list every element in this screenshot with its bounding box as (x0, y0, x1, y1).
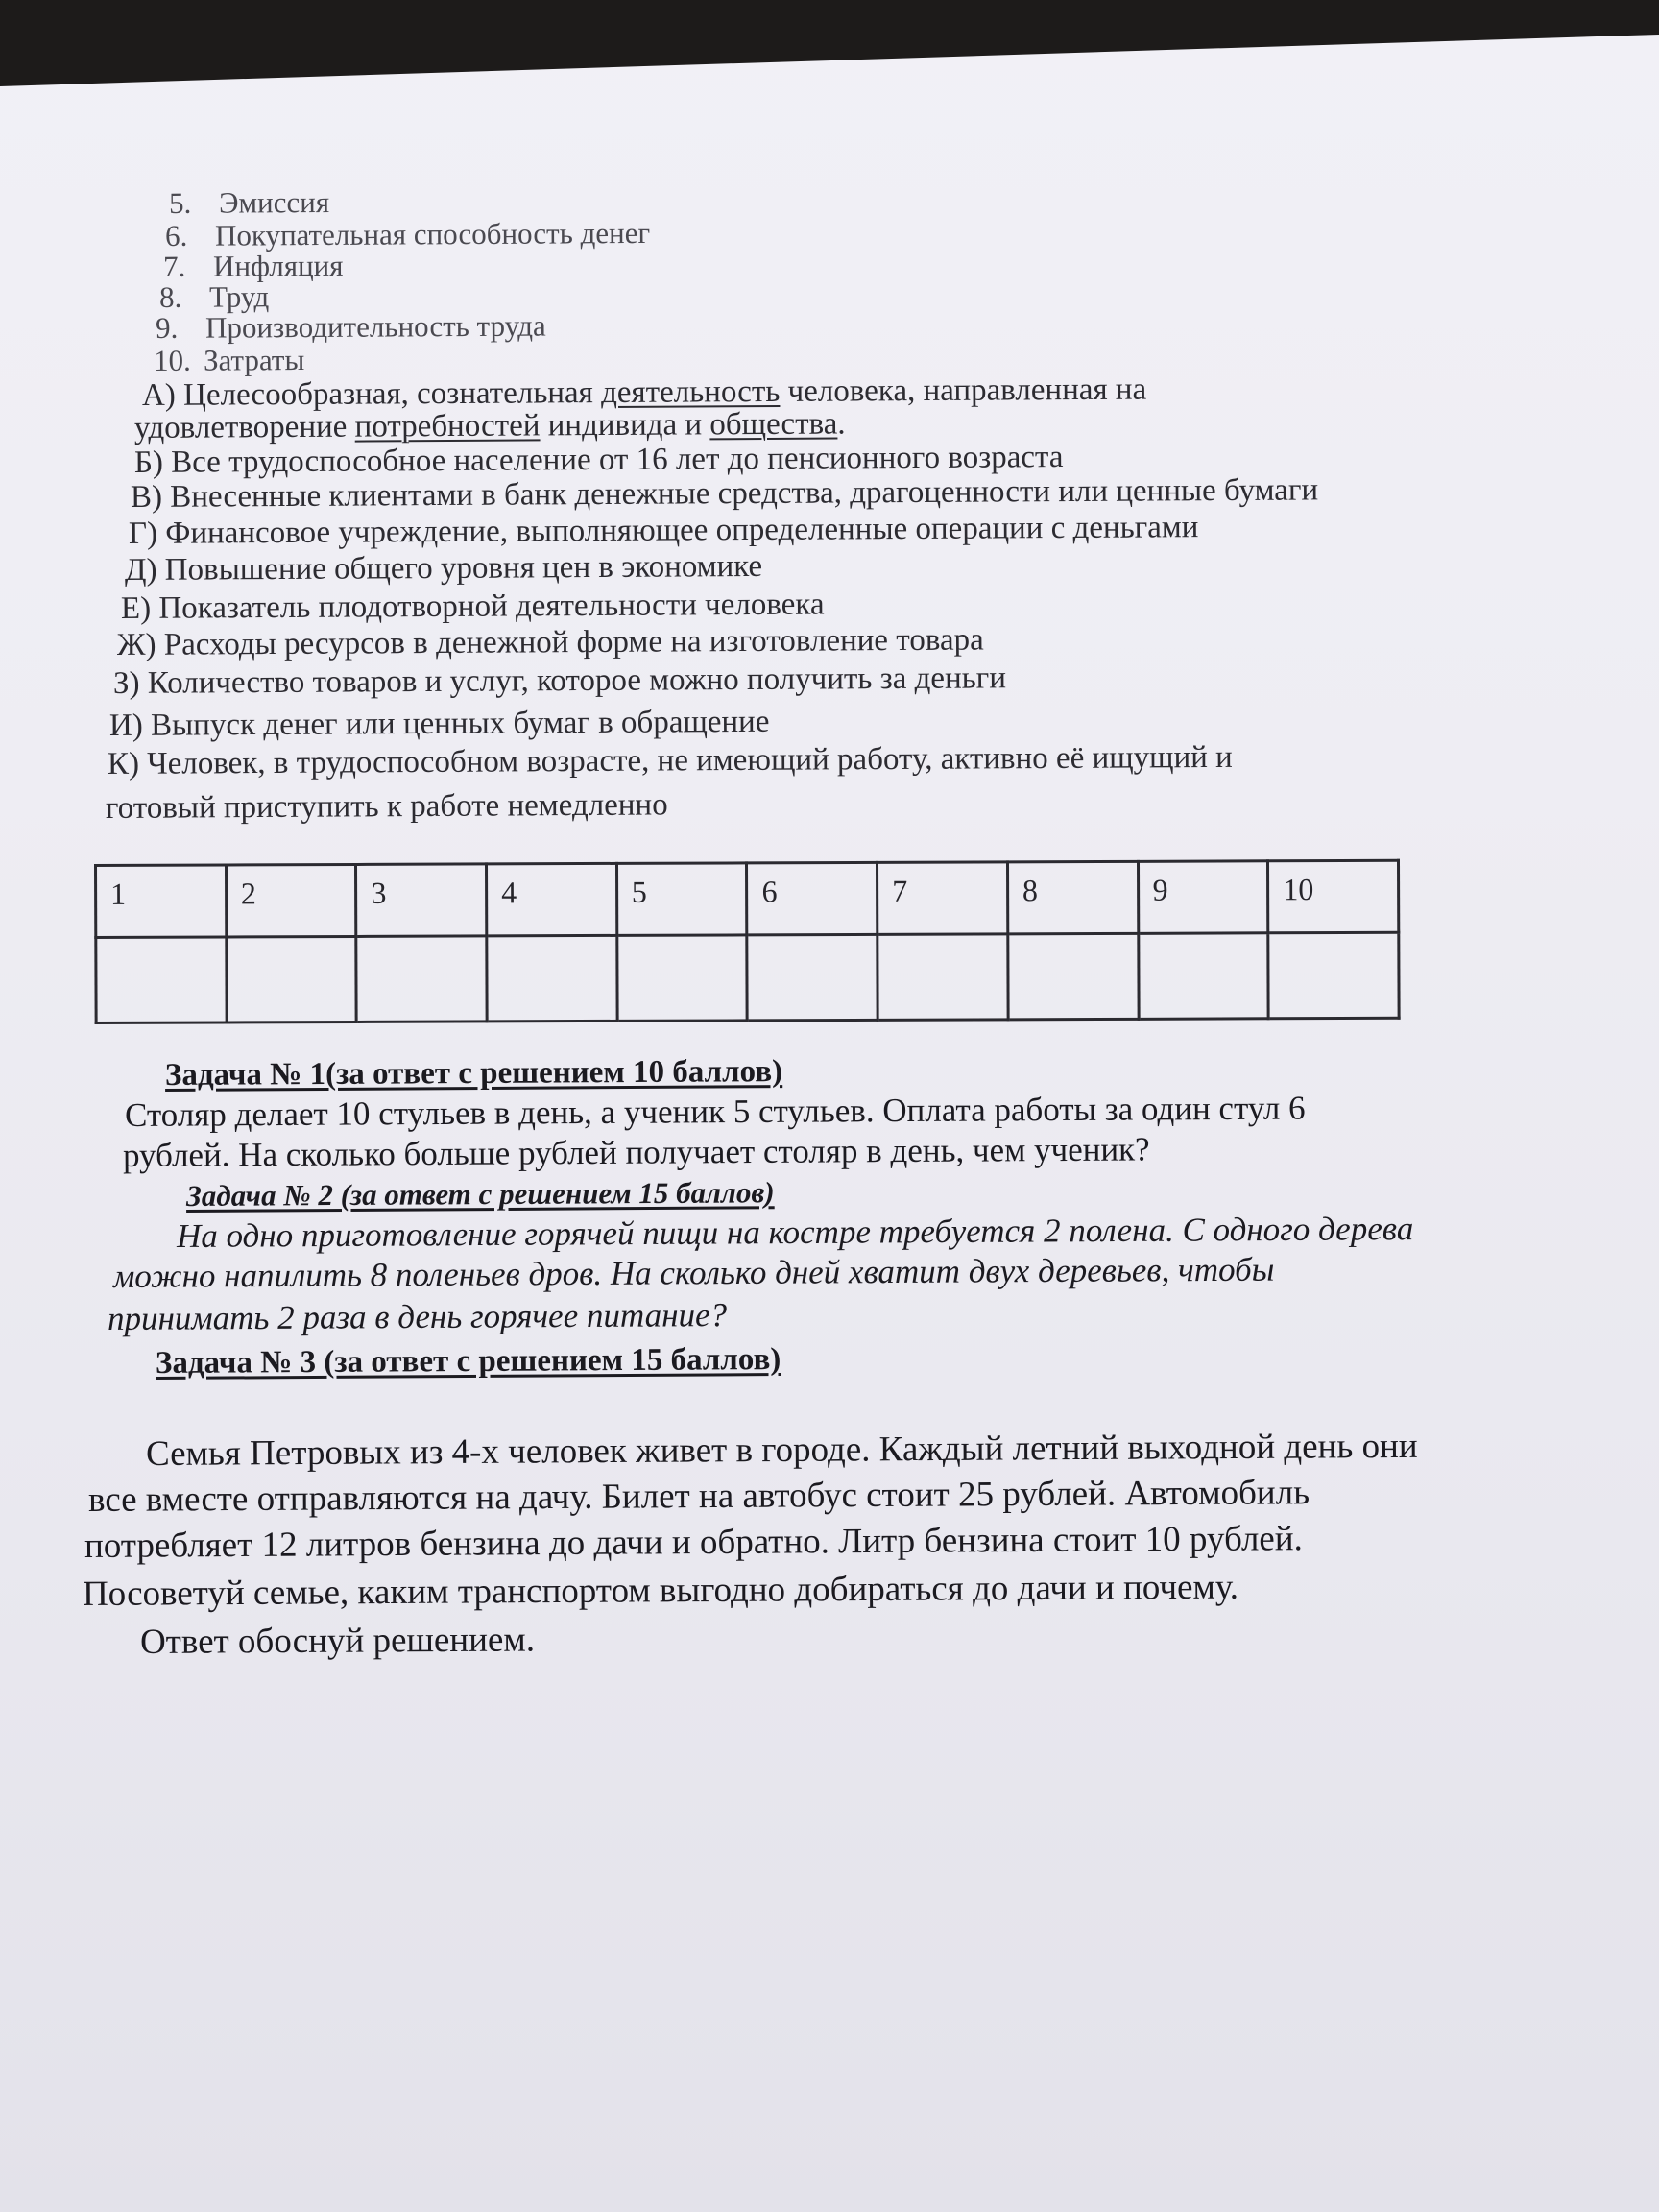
definition-k-line1: К) Человек, в трудоспособном возрасте, не имеющий работу, активно её ищущий и (107, 739, 1233, 781)
definition-b: Б) Все трудоспособное население от 16 лет до пенсионного возраста (133, 440, 1064, 480)
task3-text-line1: Семья Петровых из 4-х человек живет в городе. Каждый летний выходной день они (145, 1426, 1418, 1474)
table-header-cell: 1 (96, 865, 227, 938)
task3-text-line2: все вместе отправляются на дачу. Билет на автобус стоит 25 рублей. Автомобиль (87, 1473, 1310, 1520)
definition-v: В) Внесенные клиентами в банк денежные средства, драгоценности или ценные бумаги (130, 472, 1319, 515)
term-text: Покупательная способность денег (214, 215, 651, 252)
table-header-cell: 8 (1007, 861, 1138, 934)
task2-text-line3: принимать 2 раза в день горячее питание? (107, 1296, 728, 1337)
term-item (164, 215, 651, 252)
table-header-cell: 10 (1268, 860, 1399, 933)
answer-cell (96, 937, 227, 1023)
table-header-cell: 9 (1138, 861, 1268, 934)
term-item (168, 184, 330, 220)
table-answer-row (96, 932, 1399, 1022)
task1-text-line2: рублей. На сколько больше рублей получает столяр в день, чем ученик? (122, 1130, 1150, 1174)
definition-g: Г) Финансовое учреждение, выполняющее определенные операции с деньгами (128, 510, 1199, 551)
definition-i: И) Выпуск денег или ценных бумаг в обращение (108, 704, 770, 743)
term-item (159, 281, 269, 312)
definition-a-line2: удовлетворение потребностей индивида и общества. (133, 406, 846, 445)
term-item (162, 248, 344, 283)
term-text: Труд (208, 279, 270, 314)
term-number: 6. (164, 218, 188, 252)
definition-d: Д) Повышение общего уровня цен в экономике (124, 548, 763, 588)
table-header-cell: 5 (616, 863, 747, 936)
definition-e: Е) Показатель плодотворной деятельности человека (120, 587, 825, 626)
term-text: Эмиссия (218, 184, 330, 220)
answer-cell (487, 935, 617, 1022)
term-number: 9. (155, 310, 179, 345)
task1-text-line1: Столяр делает 10 стульев в день, а ученик 5 стульев. Оплата работы за один стул 6 (124, 1089, 1306, 1134)
table-header-cell: 7 (878, 862, 1008, 935)
term-item (154, 345, 304, 375)
term-number: 10. (153, 343, 191, 377)
task2-text-line1: На одно приготовление горячей пищи на костре требуется 2 полена. С одного дерева (176, 1210, 1414, 1255)
term-number: 5. (168, 185, 192, 220)
term-item (155, 308, 546, 345)
table-header-cell: 3 (356, 864, 487, 937)
task3-text-line5: Ответ обоснуй решением. (139, 1620, 536, 1662)
term-number: 7. (162, 249, 186, 283)
task2-title: Задача № 2 (за ответ с решением 15 баллов) (185, 1175, 775, 1213)
definition-k-line2: готовый приступить к работе немедленно (105, 787, 668, 826)
task2-text-line2: можно напилить 8 поленьев дров. На сколько дней хватит двух деревьев, чтобы (112, 1250, 1275, 1295)
definition-zh: Ж) Расходы ресурсов в денежной форме на изготовление товара (116, 622, 984, 662)
answer-cell (1268, 932, 1399, 1019)
answer-table (94, 859, 1401, 1024)
answer-cell (878, 934, 1008, 1021)
answer-cell (356, 936, 487, 1022)
task3-title: Задача № 3 (за ответ с решением 15 баллов) (155, 1342, 781, 1381)
task3-text-line3: потребляет 12 литров бензина до дачи и обратно. Литр бензина стоит 10 рублей. (84, 1519, 1303, 1566)
table-header-row (96, 860, 1399, 937)
task3-text-line4: Посоветуй семье, каким транспортом выгодно добираться до дачи и почему. (82, 1567, 1239, 1614)
table-header-cell: 4 (487, 863, 617, 936)
table-header-cell: 2 (226, 864, 356, 937)
answer-cell (1008, 933, 1139, 1020)
definition-z: З) Количество товаров и услуг, которое можно получить за деньги (112, 661, 1007, 701)
answer-cell (747, 934, 878, 1021)
definition-a-line1: А) Целесообразная, сознательная деятельность человека, направленная на (141, 372, 1147, 413)
term-text: Инфляция (212, 248, 344, 283)
term-text: Производительность труда (204, 308, 546, 345)
term-text: Затраты (203, 343, 305, 377)
answer-cell (617, 935, 748, 1022)
answer-cell (226, 936, 356, 1022)
task1-title: Задача № 1(за ответ с решением 10 баллов) (164, 1054, 783, 1093)
answer-cell (1138, 933, 1268, 1020)
table-header-cell: 6 (747, 862, 878, 935)
term-number: 8. (158, 279, 182, 314)
